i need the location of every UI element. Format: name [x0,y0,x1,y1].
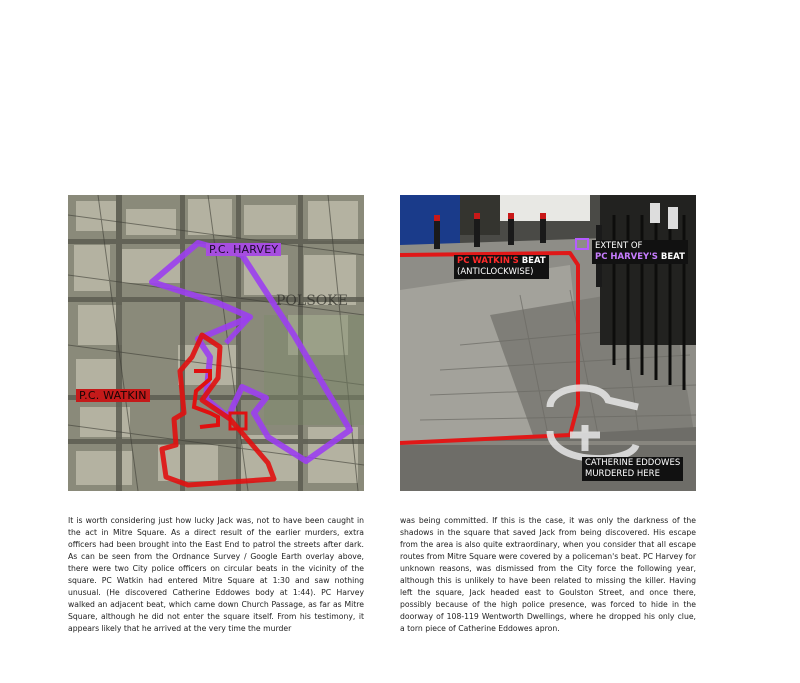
label-watkin-beat-word: BEAT [518,256,546,266]
label-watkin-direction: (ANTICLOCKWISE) [457,267,534,277]
label-harvey-extent [592,240,688,264]
label-eddowes-line1: CATHERINE EDDOWES [585,458,681,468]
street-photo [400,195,696,491]
label-watkin-beat [454,255,549,279]
map-image [68,195,364,491]
label-pc-watkin: P.C. WATKIN [76,389,150,402]
label-harvey-name: PC HARVEY'S [595,252,658,262]
label-extent-line1: EXTENT OF [595,241,643,251]
body-text-left: It is worth considering just how lucky Jack was, not to have been caught in the act in Mitre Square. As a direct result of the earlier murders, extra officers had been brought into the East End to patrol the streets after dark. As can be seen from the Ordnance Survey / Google Earth overlay above, there were two City police officers on circular beats in the vicinity of the square. PC Watkin had entered Mitre Square at 1:30 and saw nothing unusual. (He discovered Catherine Eddowes body at 1:44). PC Harvey walked an adjacent beat, which came down Church Passage, as far as Mitre Square, although he did not enter the square itself. From his testimony, it appears likely that he arrived at the very time the murder [68,516,364,633]
body-text-right: was being committed. If this is the case, it was only the darkness of the shadows in the square that saved Jack from being discovered. His escape from the area is also quite extraordinary, when you consider that all escape routes from Mitre Square were covered by a policeman's beat. PC Harvey for unknown reasons, was dismissed from the City force the following year, although this is unlikely to have been related to missing the killer. Having left the square, Jack headed east to Goulston Street, and once there, possibly because of the high police presence, was forced to hide in the doorway of 108-119 Wentworth Dwellings, where he dropped his only clue, a torn piece of Catherine Eddowes apron. [400,516,696,633]
map-overlay [68,195,364,491]
label-pc-harvey: P.C. HARVEY [206,243,281,256]
label-eddowes-line2: MURDERED HERE [585,469,660,479]
label-watkin-name: PC WATKIN'S [457,256,519,266]
label-harvey-beat-word: BEAT [657,252,685,262]
map-street-text: POLSOKE [276,293,348,309]
label-eddowes [582,457,683,481]
